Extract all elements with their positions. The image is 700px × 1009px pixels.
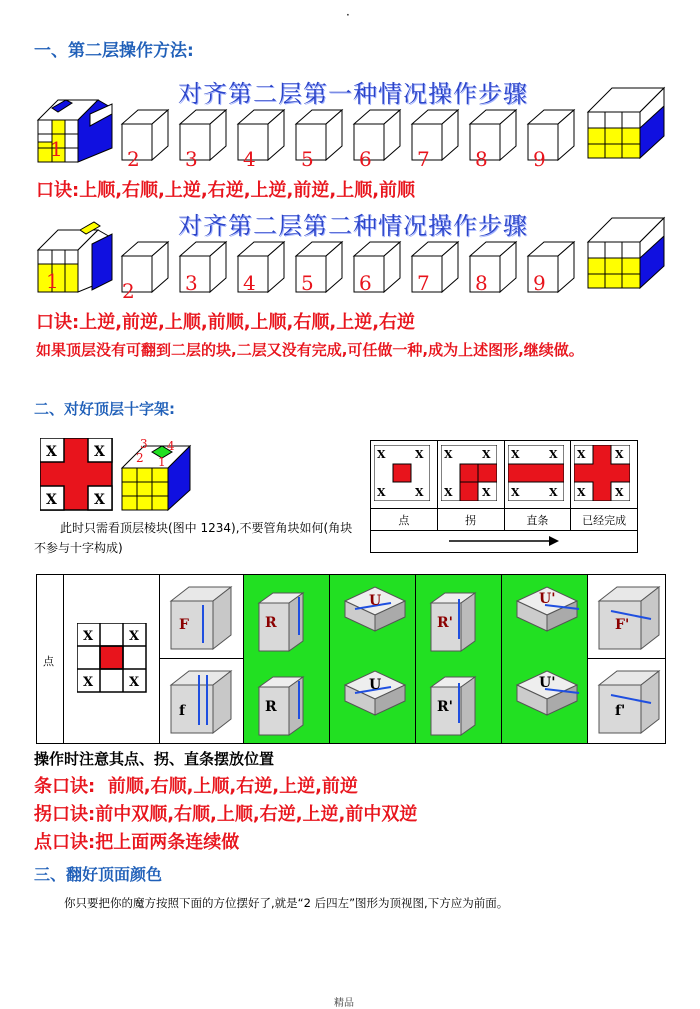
state-dot-grid	[374, 445, 430, 501]
section2-note: 操作时注意其点、拐、直条摆放位置	[34, 750, 275, 768]
mnemonic-dot: 点口诀:把上面两条连续做	[34, 832, 240, 853]
arrow-cell	[371, 531, 638, 553]
mnemonic-corner: 拐口诀:前中双顺,右顺,上顺,右逆,上逆,前中双逆	[34, 804, 418, 825]
x-mark: X	[377, 485, 386, 499]
step-number: 5	[301, 147, 314, 171]
banner-case1: 对齐第二层第一种情况操作步骤	[178, 80, 528, 108]
step-number: 6	[359, 271, 372, 295]
move-label: R'	[437, 615, 453, 631]
x-mark: X	[94, 444, 105, 460]
move-label: f'	[615, 703, 626, 719]
cross-states-table	[370, 440, 638, 553]
move-label: U'	[539, 591, 556, 607]
step-number: 4	[243, 271, 256, 295]
x-mark: X	[377, 447, 386, 461]
x-mark: X	[510, 485, 520, 499]
moves-row-label: 点	[43, 655, 54, 668]
cube-end-case1	[588, 88, 664, 158]
mnemonic-case2: 口诀:上逆,前逆,上顺,前顺,上顺,右顺,上逆,右逆	[36, 312, 416, 333]
step-number: 8	[475, 271, 488, 295]
x-mark: X	[83, 675, 94, 690]
move-label: F	[179, 617, 189, 633]
step-number: 3	[185, 147, 198, 171]
move-label: U'	[539, 675, 556, 691]
state-corner-grid	[441, 445, 497, 501]
x-mark: X	[481, 447, 491, 461]
state-line-grid	[508, 445, 564, 501]
moves-table	[36, 574, 666, 744]
step-number: 6	[359, 147, 372, 171]
dot-pattern-grid	[77, 623, 147, 693]
x-mark: X	[129, 629, 140, 644]
step-number: 8	[475, 147, 488, 171]
x-mark: X	[615, 485, 624, 499]
mnemonic-case1: 口诀:上顺,右顺,上逆,右逆,上逆,前逆,上顺,前顺	[36, 180, 416, 201]
x-mark: X	[548, 447, 558, 461]
x-mark: X	[548, 485, 558, 499]
edge-label-4: 4	[167, 439, 175, 453]
section3-heading: 三、翻好顶面颜色	[34, 865, 163, 884]
step-number: 2	[127, 147, 140, 171]
section2-heading: 二、对好顶层十字架:	[34, 400, 175, 418]
x-mark: X	[577, 447, 586, 461]
x-mark: X	[443, 485, 453, 499]
section2-desc: 此时只需看顶层棱块(图中 1234),不要管角块如何(角块不参与十字构成)	[34, 521, 353, 555]
state-label-dot: 点	[371, 509, 438, 531]
x-mark: X	[615, 447, 624, 461]
x-mark: X	[46, 444, 57, 460]
state-dot-cell	[371, 441, 438, 509]
move-label: f	[179, 703, 186, 719]
edge-label-1: 1	[158, 455, 166, 469]
state-line-cell	[504, 441, 571, 509]
x-mark: X	[46, 492, 57, 508]
step-number: 9	[533, 271, 546, 295]
cross-figure	[40, 438, 230, 518]
state-label-corner: 拐	[437, 509, 504, 531]
x-mark: X	[415, 447, 424, 461]
moves-row-label-cell	[37, 575, 64, 743]
moves-pattern-cell	[63, 575, 160, 743]
banner-case2: 对齐第二层第二种情况操作步骤	[178, 212, 528, 240]
x-mark: X	[510, 447, 520, 461]
step-number: 2	[122, 279, 135, 303]
x-mark: X	[577, 485, 586, 499]
step-number: 3	[185, 271, 198, 295]
footer: 精品	[334, 998, 354, 1009]
top-mark: ·	[346, 8, 350, 22]
move-label: U	[369, 677, 382, 693]
top-cross-cube	[122, 446, 190, 510]
step1-number: 1	[50, 137, 63, 161]
mnemonic-line: 条口诀: 前顺,右顺,上顺,右逆,上逆,前逆	[34, 776, 358, 797]
section1-heading: 一、第二层操作方法:	[34, 41, 194, 61]
state-corner-cell	[437, 441, 504, 509]
edge-label-2: 2	[136, 451, 144, 465]
move-label: U	[369, 593, 382, 609]
x-mark: X	[415, 485, 424, 499]
case2-steps-figure	[0, 200, 700, 310]
step-number: 5	[301, 271, 314, 295]
step-number: 7	[417, 147, 430, 171]
x-mark: X	[94, 492, 105, 508]
state-done-grid	[574, 445, 630, 501]
move-label: R'	[437, 699, 453, 715]
section3-desc: 你只要把你的魔方按照下面的方位摆好了,就是“2 后四左”图形为顶视图,下方应为前面。	[64, 896, 509, 910]
x-mark: X	[443, 447, 453, 461]
step-number: 1	[46, 269, 59, 293]
state-label-line: 直条	[504, 509, 571, 531]
move-cubes-figure	[159, 575, 665, 743]
state-done-cell	[571, 441, 638, 509]
move-label: F'	[615, 617, 630, 633]
x-mark: X	[83, 629, 94, 644]
edge-label-3: 3	[140, 438, 148, 451]
x-mark: X	[481, 485, 491, 499]
step-number: 4	[243, 147, 256, 171]
step-number: 7	[417, 271, 430, 295]
cube-end-case2	[588, 218, 664, 288]
move-label: R	[265, 699, 277, 715]
case1-steps-figure	[0, 70, 700, 180]
step-number: 9	[533, 147, 546, 171]
move-label: R	[265, 615, 277, 631]
section1-note: 如果顶层没有可翻到二层的块,二层又没有完成,可任做一种,成为上述图形,继续做。	[36, 341, 584, 359]
x-mark: X	[129, 675, 140, 690]
state-label-done: 已经完成	[571, 509, 638, 531]
progress-arrow-icon	[449, 535, 559, 547]
